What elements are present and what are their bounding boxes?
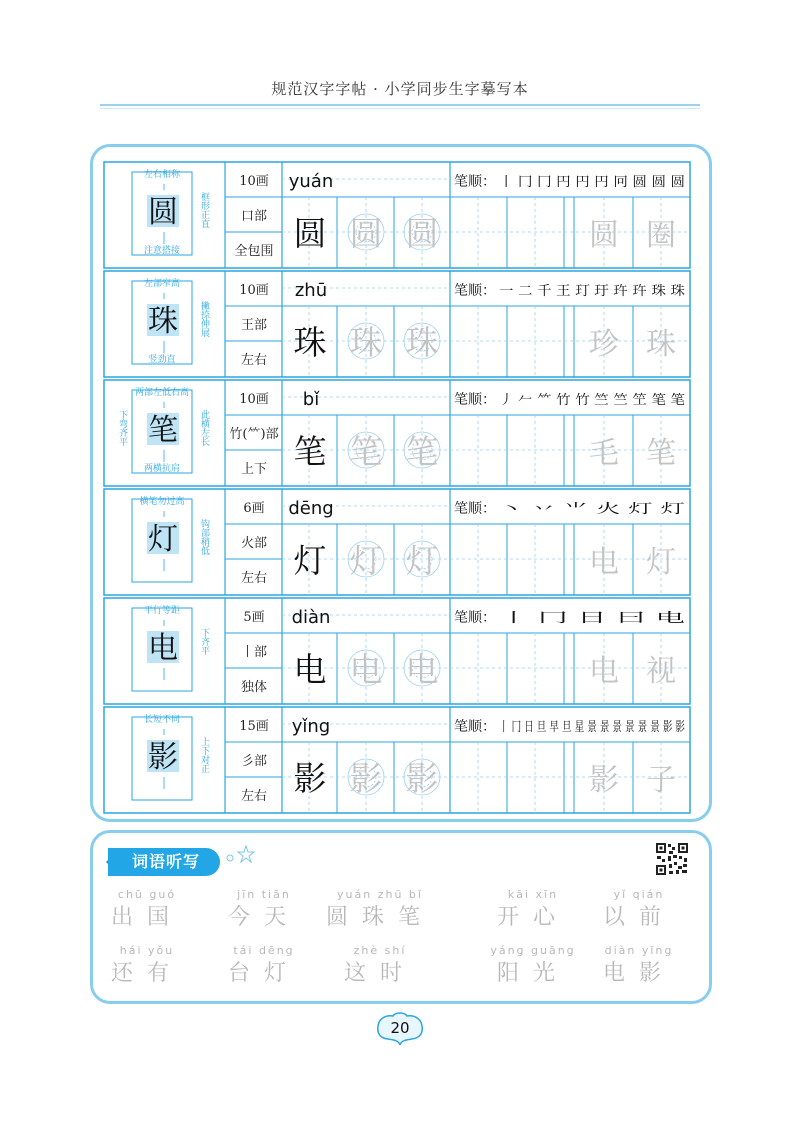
stroke-count: 10画 (239, 392, 269, 407)
character-row (103, 161, 691, 269)
writing-tip: 平行等距 (143, 606, 181, 616)
vocab-pinyin: tái dēng (233, 944, 295, 957)
stroke-order-label: 笔顺： (454, 392, 496, 408)
stroke-count: 6画 (243, 501, 265, 516)
word-trace: 电 (589, 545, 619, 580)
vocab-pinyin: yáng guāng (490, 944, 576, 957)
writing-tip: 注意搭接 (143, 246, 181, 256)
structure: 左右 (240, 571, 268, 586)
structure: 左右 (240, 789, 268, 804)
vocab-item (320, 888, 440, 931)
word-trace: 珍 (589, 327, 619, 362)
word-trace: 灯 (646, 545, 676, 580)
writing-tip: 此横左长 (199, 410, 209, 446)
character-trace: 影 (405, 759, 439, 798)
writing-tip: 长短不同 (143, 715, 181, 725)
pinyin: zhū (294, 280, 328, 301)
vocab-pinyin: chū guó (117, 888, 177, 901)
stroke-count: 10画 (239, 283, 269, 298)
model-character: 珠 (148, 304, 178, 339)
pinyin: bǐ (302, 389, 320, 410)
vocab-item (579, 944, 699, 987)
stroke-order-label: 笔顺： (454, 501, 496, 517)
character-trace: 笔 (405, 432, 439, 471)
radical: 竹(⺮)部 (229, 427, 279, 442)
character-print: 灯 (293, 541, 327, 580)
radical: 口部 (240, 209, 268, 224)
character-print: 笔 (293, 432, 327, 471)
character-trace: 珠 (405, 323, 439, 362)
stroke-count: 15画 (239, 719, 269, 734)
stroke-order: 丨 冂 冂 円 円 円 冋 圆 圆 圆 (499, 175, 685, 190)
character-print: 影 (293, 759, 327, 798)
stroke-count: 10画 (239, 174, 269, 189)
radical: 火部 (240, 536, 268, 551)
vocab-hanzi: 出国 (110, 905, 183, 930)
page-header: 规范汉字字帖 · 小学同步生字摹写本 (271, 80, 529, 98)
word-trace: 视 (646, 654, 676, 689)
structure: 全包围 (234, 244, 274, 259)
section-title: 词语听写 (108, 848, 220, 876)
character-print: 珠 (293, 323, 327, 362)
vocab-pinyin: hái yǒu (119, 944, 175, 957)
vocab-pinyin: yǐ qián (613, 888, 665, 901)
vocab-hanzi: 今天 (227, 905, 300, 930)
character-trace: 圆 (405, 214, 439, 253)
stroke-order-label: 笔顺： (454, 610, 496, 626)
vocab-hanzi: 开心 (496, 905, 569, 930)
vocab-pinyin: kāi xīn (507, 888, 559, 901)
structure: 独体 (240, 680, 268, 695)
character-trace: 灯 (349, 541, 383, 580)
page-number: 20 (390, 1019, 410, 1037)
radical: 王部 (240, 318, 268, 333)
writing-tip: 两横抗肩 (143, 464, 181, 474)
character-trace: 笔 (349, 432, 383, 471)
model-character: 笔 (148, 413, 178, 448)
qr-code-icon[interactable] (655, 842, 689, 876)
word-trace: 影 (589, 763, 619, 798)
pinyin: yuán (288, 171, 334, 192)
stroke-order: 丨 冂 日 旦 早 旦 星 景 景 景 景 景 景 影 影 (499, 720, 685, 735)
word-trace: 毛 (589, 436, 619, 471)
word-trace: 子 (646, 763, 676, 798)
vocab-hanzi: 这时 (343, 961, 416, 986)
stroke-order: 一 二 千 王 玎 玗 玝 玝 珠 珠 (499, 284, 667, 299)
vocab-item (320, 944, 440, 987)
character-trace: 电 (405, 650, 439, 689)
writing-tip: 框形正直 (199, 192, 209, 228)
word-trace: 珠 (646, 327, 676, 362)
vocab-hanzi: 还有 (110, 961, 183, 986)
star-decoration-icon (224, 844, 258, 864)
vocab-item (87, 944, 207, 987)
vocab-item (204, 888, 324, 931)
character-trace: 珠 (349, 323, 383, 362)
word-trace: 圈 (646, 218, 676, 253)
stroke-order: 丨 冂 日 曰 电 (499, 611, 581, 626)
stroke-order-label: 笔顺： (454, 283, 496, 299)
page-number-badge (375, 1010, 425, 1046)
word-trace: 电 (589, 654, 619, 689)
vocab-item (473, 888, 593, 931)
vocab-item (204, 944, 324, 987)
vocab-hanzi: 以前 (602, 905, 675, 930)
header-divider-thin (100, 108, 700, 109)
word-trace: 笔 (646, 436, 676, 471)
vocab-hanzi: 圆珠笔 (325, 905, 434, 930)
structure: 左右 (240, 353, 268, 368)
structure: 上下 (240, 462, 268, 477)
vocab-item (579, 888, 699, 931)
model-character: 影 (148, 740, 178, 775)
character-row (103, 597, 691, 705)
vocab-item (473, 944, 593, 987)
model-character: 圆 (148, 195, 178, 230)
radical: 彡部 (240, 754, 268, 769)
pinyin: yǐng (291, 716, 331, 737)
stroke-order-label: 笔顺： (454, 719, 496, 735)
writing-tip: 撇捺伸展 (199, 301, 209, 337)
character-row (103, 379, 691, 487)
character-row (103, 706, 691, 814)
writing-tip: 左部窄高 (143, 279, 181, 289)
writing-tip: 左右相称 (143, 170, 181, 180)
character-trace: 影 (349, 759, 383, 798)
writing-tip: 钩部稍低 (199, 519, 209, 555)
character-row (103, 270, 691, 378)
vocab-pinyin: zhè shí (353, 944, 407, 957)
character-row (103, 488, 691, 596)
vocab-hanzi: 台灯 (227, 961, 300, 986)
stroke-order: 丶 丷 ⺌ 火 灯 灯 (499, 502, 598, 517)
character-trace: 灯 (405, 541, 439, 580)
writing-tip: 竖劲直 (148, 355, 176, 365)
vocab-pinyin: yuán zhū bǐ (337, 888, 423, 901)
header-divider (100, 104, 700, 106)
vocab-pinyin: diàn yǐng (604, 944, 674, 957)
character-trace: 圆 (349, 214, 383, 253)
writing-tip: 两部左低右高 (134, 388, 190, 398)
writing-tip: 上下对正 (199, 737, 209, 773)
pinyin: dēng (288, 498, 334, 519)
writing-tip: 横笔勿过高 (139, 497, 185, 507)
vocab-hanzi: 阳光 (496, 961, 569, 986)
pinyin: diàn (291, 607, 331, 628)
vocab-hanzi: 电影 (602, 961, 675, 986)
radical: 丨部 (240, 645, 268, 660)
vocab-pinyin: jīn tiān (237, 888, 291, 901)
word-trace: 圆 (589, 218, 619, 253)
character-trace: 电 (349, 650, 383, 689)
character-print: 圆 (293, 214, 327, 253)
model-character: 灯 (148, 522, 178, 557)
character-print: 电 (293, 650, 327, 689)
writing-tip: 下弯齐平 (117, 410, 127, 446)
stroke-order: 丿 𠂉 ⺮ 竹 竹 竺 竺 笁 笔 笔 (499, 393, 685, 408)
vocab-item (87, 888, 207, 931)
writing-tip: 下齐平 (199, 628, 209, 655)
model-character: 电 (148, 631, 178, 666)
stroke-order-label: 笔顺： (454, 174, 496, 190)
stroke-count: 5画 (243, 610, 265, 625)
